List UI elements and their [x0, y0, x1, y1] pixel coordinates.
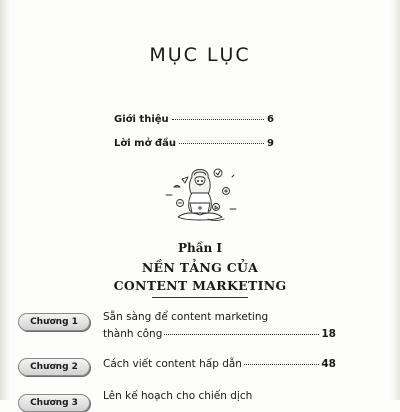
- dot-leader: [179, 143, 264, 144]
- chapter-title-line[interactable]: [103, 311, 336, 327]
- chapter-title-line[interactable]: [103, 358, 336, 374]
- part-label: Phần I: [177, 241, 223, 255]
- chapter-badge: Chương 3: [18, 394, 90, 412]
- toc-title: MỤC LỤC: [149, 44, 251, 66]
- chapter-badge: Chương 1: [18, 313, 90, 331]
- chapter-title-line[interactable]: [103, 390, 336, 406]
- toc-entry-introduction[interactable]: [114, 114, 274, 130]
- part-title-line1: NỀN TẢNG CỦA: [141, 260, 259, 275]
- chapter-title: Sẵn sàng để content marketing: [103, 311, 269, 323]
- chapter-badge: Chương 2: [18, 358, 90, 376]
- chapter-title-line[interactable]: [103, 328, 336, 344]
- chapter-page: 18: [321, 328, 336, 340]
- toc-entry-label: Lời mở đầu: [114, 138, 176, 149]
- dot-leader: [244, 364, 319, 365]
- dot-leader: [164, 334, 319, 335]
- chapter-title: thành công: [103, 328, 163, 340]
- chapter-title: Cách viết content hấp dẫn: [103, 358, 242, 370]
- chapter-page: 48: [321, 358, 336, 370]
- chapter-title: Lên kế hoạch cho chiến dịch: [103, 390, 253, 402]
- toc-entry-page: 9: [267, 138, 274, 149]
- part-divider: [152, 297, 248, 298]
- part-title-line2: CONTENT MARKETING: [113, 278, 287, 293]
- toc-entry-label: Giới thiệu: [114, 114, 169, 125]
- toc-entry-page: 6: [267, 114, 274, 125]
- dot-leader: [172, 119, 264, 120]
- girl-with-laptop-icon: [152, 163, 248, 229]
- toc-entry-preface[interactable]: [114, 138, 274, 154]
